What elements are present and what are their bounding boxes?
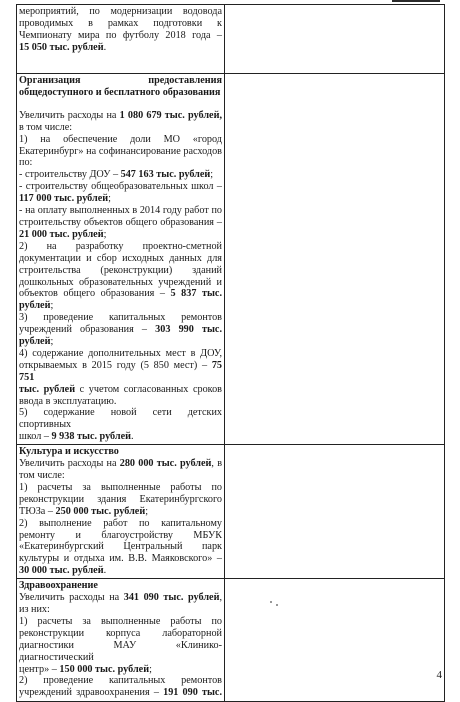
text-line: 1) расчеты за выполненные работы по [19,615,222,627]
text-line [19,360,222,384]
text-line [19,384,222,396]
text-line [19,458,222,470]
punct: ; [108,193,111,205]
text-line: - на оплату выполненных в 2014 году работ по [19,205,222,217]
text-line: ремонту и благоустройству МБУК [19,529,222,541]
row1-empty-cell [225,5,445,74]
punct: ; [145,505,149,517]
punct: . [131,431,134,443]
table-row [17,445,445,579]
text-line [19,565,222,577]
punct: ; [103,228,107,240]
text-line [19,288,222,300]
amount: 341 090 тыс. рублей [123,592,220,604]
text: центр» – [19,663,60,675]
culture-cell [17,445,225,579]
education-empty-cell [225,74,445,445]
scan-speck [276,604,278,606]
punct: , [219,592,222,604]
text-line: 5) содержание новой сети детских спортивных [19,407,222,431]
text-line: по: [19,157,33,169]
top-edge-mark [392,0,440,2]
text: учреждений здравоохранения – [19,687,164,699]
scan-speck [270,601,272,603]
text-line [19,506,222,518]
amount: 250 000 тыс. рублей [55,505,146,517]
amount: 280 000 тыс. рублей [119,458,212,470]
text-line: мероприятий, по модернизации водовода [19,6,222,17]
amount: 30 000 тыс. рублей [19,565,104,577]
text-line: 4) содержание дополнительных мест в ДОУ, [19,347,222,359]
text: открываемых в 2015 году (5 850 мест) – [19,359,212,371]
amount: 303 990 тыс. [155,324,223,336]
punct: . [103,41,107,53]
amount: 21 000 тыс. рублей [19,228,104,240]
text: ТЮЗа – [19,505,56,517]
text-line [19,336,222,348]
text: учреждений образования – [19,324,156,336]
section-title: общедоступного и бесплатного образования [19,86,221,98]
text: Увеличить расходы на [19,109,120,121]
amount: 9 938 тыс. рублей [51,431,131,443]
table-row [17,74,445,445]
education-cell [17,74,225,445]
healthcare-empty-cell [225,579,445,702]
punct: . [103,565,107,577]
text-line: из них: [19,603,50,615]
section-title: Здравоохранение [19,580,98,592]
text: объектов общего образования – [19,288,171,300]
table-row [17,5,445,74]
text-line: 2) проведение капитальных ремонтов [19,675,222,687]
text-line [19,664,222,676]
text-line [19,229,222,241]
text-line [19,169,222,181]
text: Увеличить расходы на [19,592,124,604]
punct: ; [50,336,54,348]
text-line: проводимых в рамках подготовки к [19,17,222,29]
text-line: ввода в эксплуатацию. [19,395,117,407]
text-line [19,592,222,604]
text-line [19,300,222,312]
text-line: 1) расчеты за выполненные работы по [19,481,222,493]
text-line: том числе: [19,470,65,481]
text-line: - строительству общеобразовательных школ – [19,181,222,193]
punct: ; [50,300,54,312]
amount: 150 000 тыс. рублей [59,663,150,675]
text-line: строительству объектов общего образования – [19,216,222,228]
healthcare-cell [17,579,225,702]
section-title: Организация предоставления [19,75,222,86]
amount: тыс. рублей [19,383,76,395]
text-line [19,431,222,443]
text-line: реконструкции корпуса лабораторной [19,627,222,639]
amount: 547 163 тыс. рублей [120,169,211,181]
text-line: культуры и отдыха им. В.В. Маяковского» – [19,553,222,565]
text-line: «Екатеринбургский Центральный парк [19,541,222,553]
text-line: 2) на разработку проектно-сметной [19,240,222,252]
text-line: строительства (реконструкции) зданий [19,264,222,276]
amount: 15 050 тыс. рублей [19,41,104,53]
text-line: документации и сбор исходных данных для [19,252,222,264]
page-number: 4 [436,669,442,681]
amount: 1 080 679 тыс. рублей, [119,109,222,121]
text-line [19,324,222,336]
table-row [17,579,445,702]
text-line [19,42,222,54]
text-line [19,193,222,205]
text-line: диагностики МАУ «Клинико-диагностический [19,639,222,663]
text-line: дошкольных образовательных учреждений и [19,276,222,288]
text: с учетом согласованных сроков [75,383,222,395]
amount: 117 000 тыс. рублей [19,193,109,205]
text-line: 1) на обеспечение доли МО «город [19,133,222,145]
amount: 191 090 тыс. [163,687,222,699]
text: - строительству ДОУ – [19,169,121,181]
text-line: 3) проведение капитальных ремонтов [19,312,222,324]
culture-empty-cell [225,445,445,579]
section-title: Культура и искусство [19,446,119,458]
amount: 5 837 тыс. [170,288,223,300]
text: школ – [19,431,52,443]
punct: ; [210,169,214,181]
text-line [19,110,222,122]
amount: 75 751 [19,359,222,383]
amount: рублей [19,336,51,348]
budget-table [16,4,445,702]
text-line: реконструкции здания Екатеринбургского [19,493,222,505]
punct: ; [149,663,152,675]
amount: рублей [19,300,51,312]
punct: , в [211,458,222,470]
text-line: 2) выполнение работ по капитальному [19,517,222,529]
text: Увеличить расходы на [19,458,120,470]
text-line: в том числе: [19,121,73,133]
text-line: Екатеринбург» на софинансирование расходов [19,145,222,157]
row1-text-cell [17,5,225,74]
text-line [19,687,222,699]
text-line: Чемпионату мира по футболу 2018 года – [19,29,222,41]
